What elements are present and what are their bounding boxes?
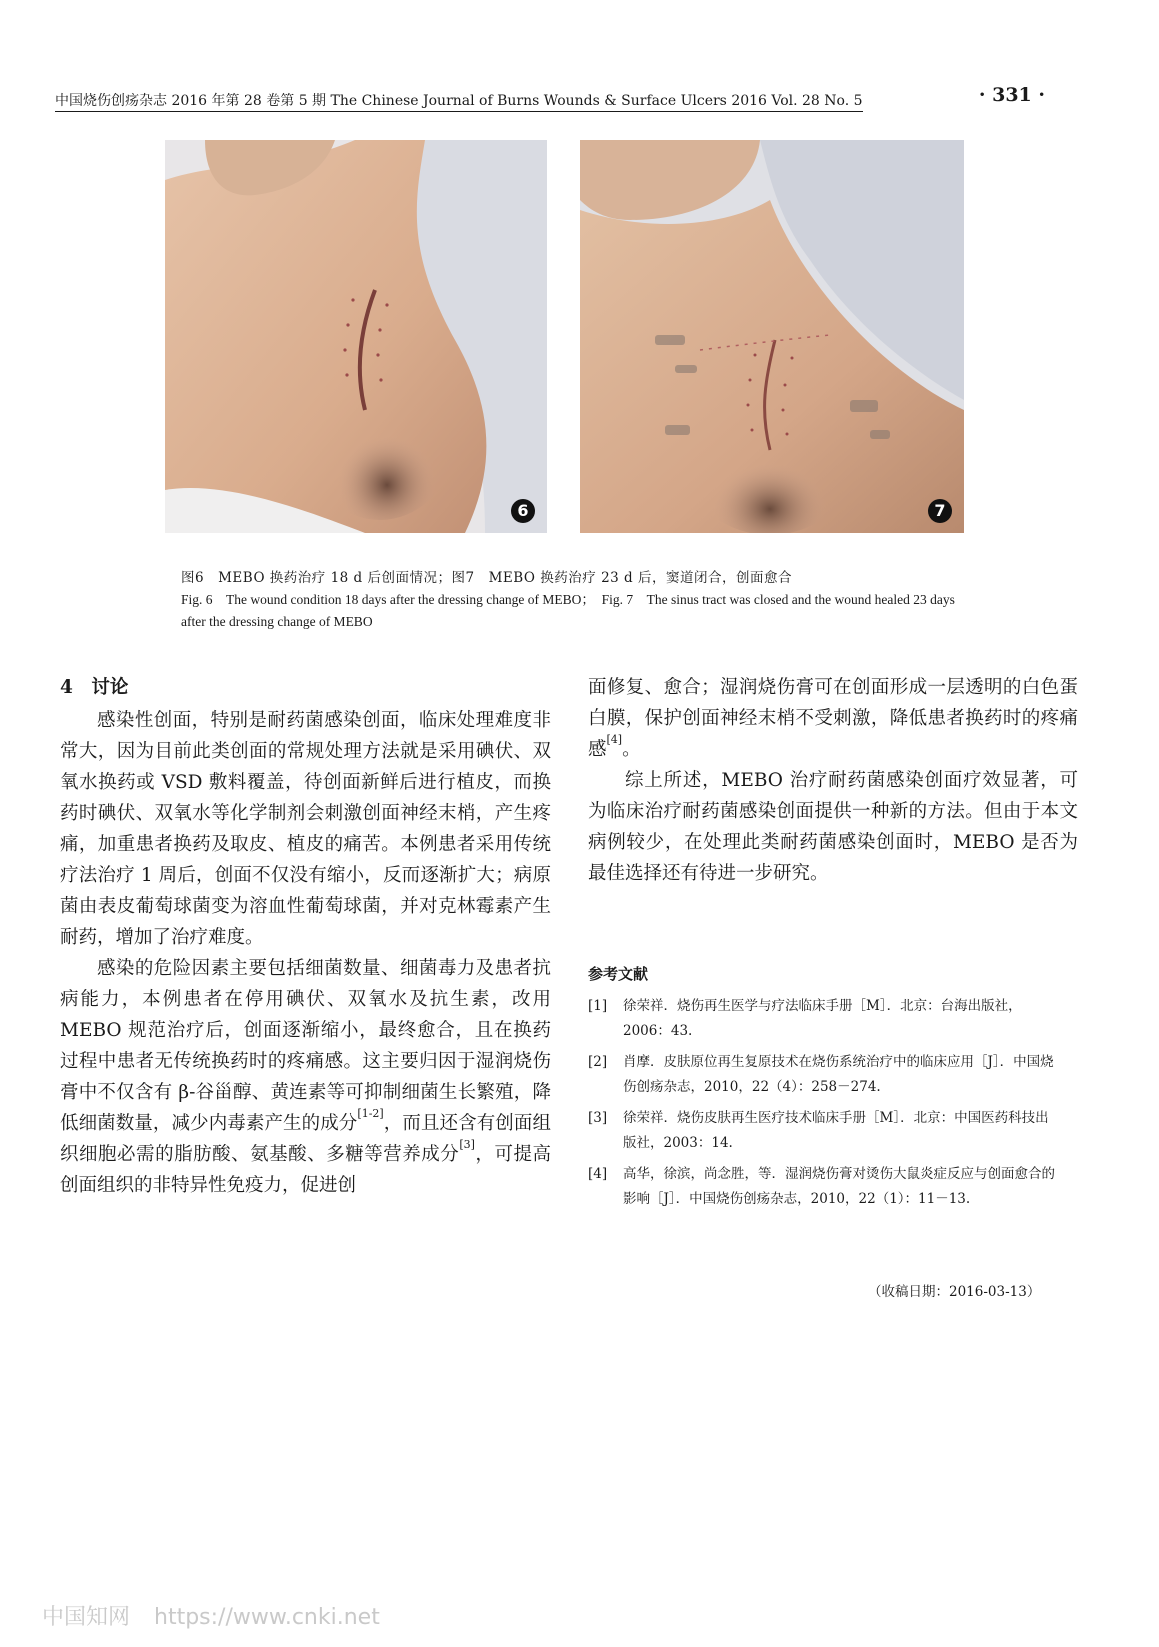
journal-running-title: 中国烧伤创疡杂志 2016 年第 28 卷第 5 期 The Chinese Journal of Burns Wounds & Surface Ulcers 2016 Vol. 28 No. 5 xyxy=(55,90,863,112)
caption-english: Fig. 6 The wound condition 18 days after the dressing change of MEBO； Fig. 7 The sinus tract was closed and the wound healed 23 days after the dressing change of MEBO xyxy=(181,592,955,629)
right-column xyxy=(588,672,1078,889)
page-number: · 331 · xyxy=(978,84,1045,106)
paragraph-2-continued xyxy=(588,672,1078,765)
reference-text: 高华，徐滨，尚念胜，等．湿润烧伤膏对烫伤大鼠炎症反应与创面愈合的影响［J］．中国烧伤创疡杂志，2010，22（1）：11－13. xyxy=(623,1166,1055,1207)
reference-text: 肖摩．皮肤原位再生复原技术在烧伤系统治疗中的临床应用［J］．中国烧伤创疡杂志，2010，22（4）：258－274. xyxy=(623,1054,1054,1095)
paragraph-1: 感染性创面，特别是耐药菌感染创面，临床处理难度非常大，因为目前此类创面的常规处理方法就是采用碘伏、双氧水换药或 VSD 敷料覆盖，待创面新鲜后进行植皮，而换药时碘伏、双氧水等化学制剂会刺激创面神经末梢，产生疼痛，加重患者换药及取皮、植皮的痛苦。本例患者采用传统疗法治疗 1 周后，创面不仅没有缩小，反而逐渐扩大；病原菌由表皮葡萄球菌变为溶血性葡萄球菌，并对克林霉素产生耐药，增加了治疗难度。 xyxy=(60,710,551,948)
running-header xyxy=(55,84,1045,110)
figure-number-badge: 7 xyxy=(928,499,952,523)
figure-caption xyxy=(181,567,971,633)
reference-item xyxy=(588,994,1058,1044)
references-title: 参考文献 xyxy=(588,965,649,983)
left-column xyxy=(60,672,551,1201)
paragraph-2-text-a: 感染的危险因素主要包括细菌数量、细菌毒力及患者抗病能力，本例患者在停用碘伏、双氧水及抗生素，改用 MEBO 规范治疗后，创面逐渐缩小，最终愈合，且在换药过程中患者无传统换药时的疼痛感。这主要归因于湿润烧伤膏中不仅含有 β-谷甾醇、黄连素等可抑制细菌生长繁殖，降低细菌数量，减少内毒素产生的成分 xyxy=(60,958,551,1134)
cnki-watermark xyxy=(42,1600,380,1631)
reference-index: [2] xyxy=(588,1054,608,1070)
citation-1-2: [1-2] xyxy=(357,1107,384,1120)
figure-7-photo xyxy=(580,140,964,533)
section-heading: 4 讨论 xyxy=(60,677,129,698)
paragraph-2-text-e: 。 xyxy=(622,739,641,760)
watermark-brand: 中国知网 xyxy=(42,1605,131,1630)
reference-item xyxy=(588,1106,1058,1156)
figure-6-photo xyxy=(165,140,547,533)
reference-text: 徐荣祥．烧伤皮肤再生医疗技术临床手册［M］．北京：中国医药科技出版社，2003：14. xyxy=(623,1110,1049,1151)
reference-index: [3] xyxy=(588,1110,608,1126)
figure-number-badge: 6 xyxy=(511,499,535,523)
received-date: （收稿日期：2016-03-13） xyxy=(868,1284,1041,1300)
reference-list xyxy=(588,994,1058,1218)
paragraph-2-text-d: 面修复、愈合；湿润烧伤膏可在创面形成一层透明的白色蛋白膜，保护创面神经末梢不受刺激，降低患者换药时的疼痛感 xyxy=(588,677,1078,760)
paragraph-2 xyxy=(60,953,551,1201)
reference-item xyxy=(588,1050,1058,1100)
reference-index: [1] xyxy=(588,998,608,1014)
citation-3: [3] xyxy=(459,1138,475,1151)
reference-text: 徐荣祥．烧伤再生医学与疗法临床手册［M］．北京：台海出版社，2006：43. xyxy=(623,998,1022,1039)
paragraph-2-text-c: ，可提高创面组织的非特异性免疫力，促进创 xyxy=(60,1144,551,1196)
citation-4: [4] xyxy=(606,733,623,746)
paragraph-2-text-b: ，而且还含有创面组织细胞必需的脂肪酸、氨基酸、多糖等营养成分 xyxy=(60,1113,551,1165)
caption-chinese: 图6 MEBO 换药治疗 18 d 后创面情况；图7 MEBO 换药治疗 23 d 后，窦道闭合，创面愈合 xyxy=(181,570,792,586)
paragraph-3: 综上所述，MEBO 治疗耐药菌感染创面疗效显著，可为临床治疗耐药菌感染创面提供一种新的方法。但由于本文病例较少，在处理此类耐药菌感染创面时，MEBO 是否为最佳选择还有待进一步研究。 xyxy=(588,770,1078,884)
watermark-url: https://www.cnki.net xyxy=(154,1605,380,1630)
reference-item xyxy=(588,1162,1058,1212)
reference-index: [4] xyxy=(588,1166,608,1182)
